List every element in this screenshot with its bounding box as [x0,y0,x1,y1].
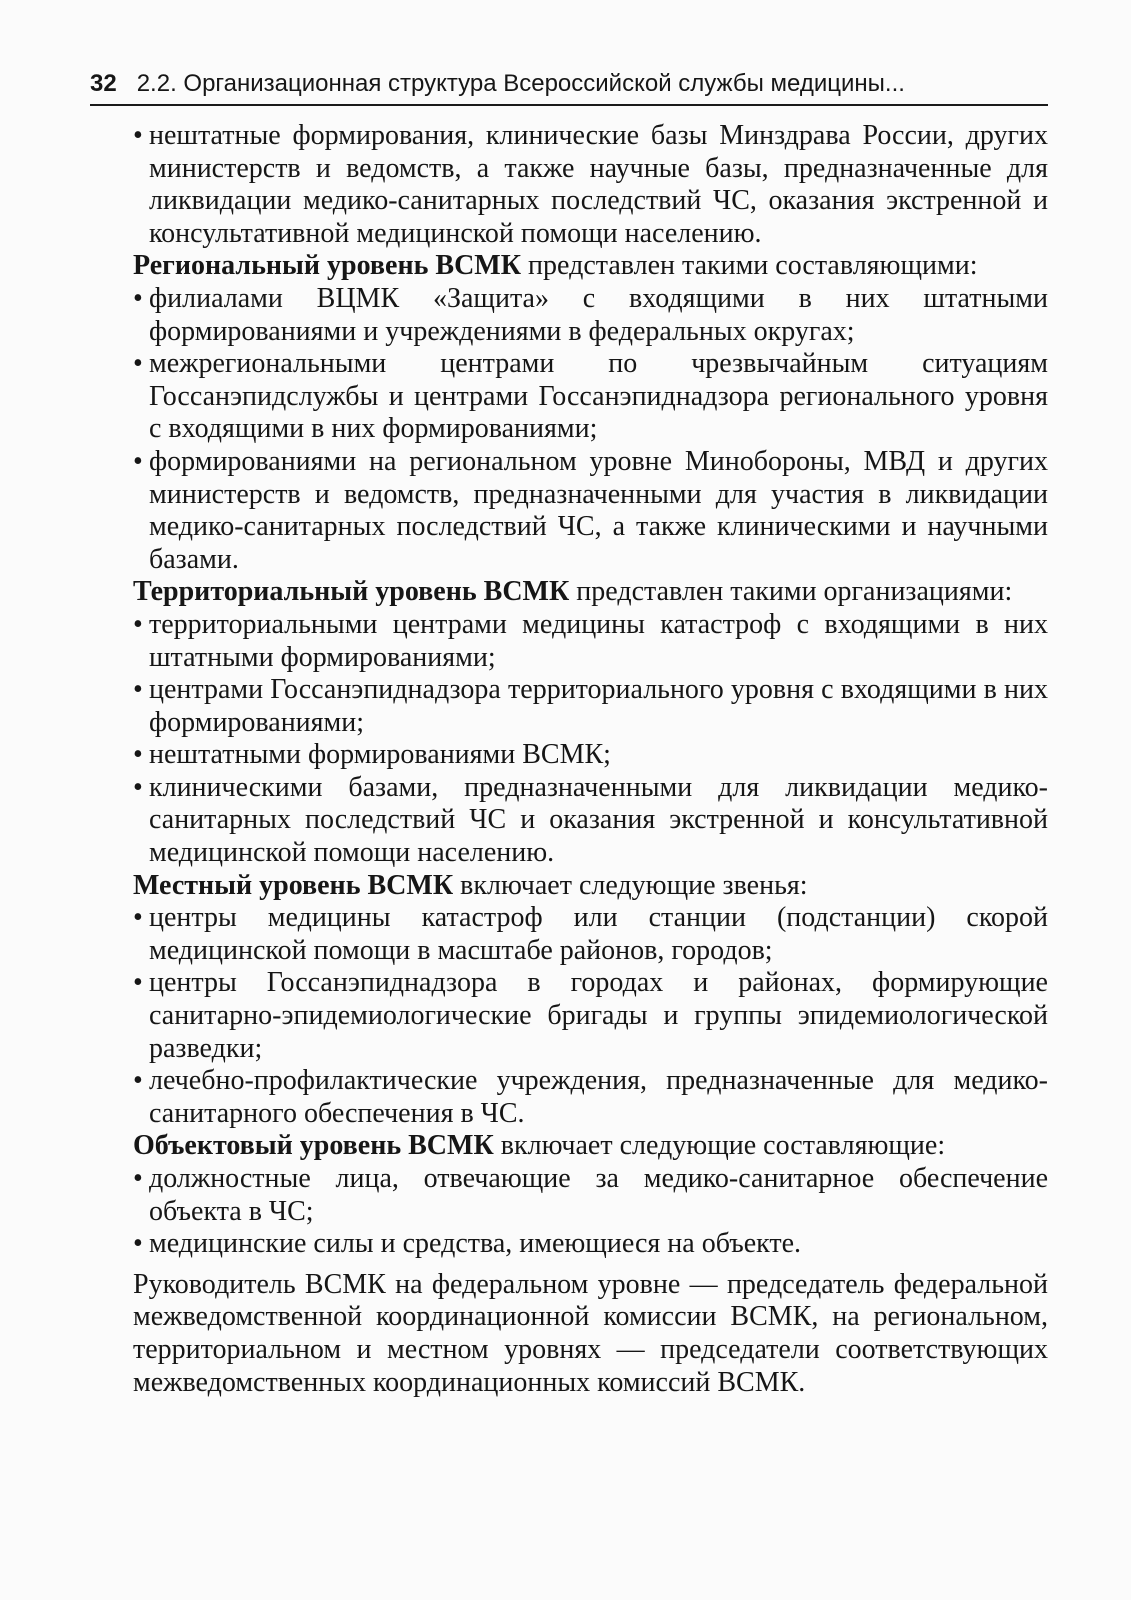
bullet-icon: • [133,608,143,640]
bullet-list [133,609,1048,870]
section-lead [133,576,1048,609]
section-lead-text: представлен такими составляющими: [521,250,978,282]
section-lead-heading: Местный уровень ВСМК [133,869,454,901]
list-item-text: центры Госсанэпиднадзора в городах и районах, формирующие санитарно-эпидемиологические бригады и группы эпидемиологической разведки; [149,967,1048,1064]
list-item-text: филиалами ВЦМК «Защита» с входящими в них штатными формированиями и учреждениями в федеральных округах; [149,282,1048,347]
list-item [133,1065,1048,1130]
section-lead-text: представлен такими организациями: [569,576,1013,608]
list-item-text: нештатными формированиями ВСМК; [149,739,611,771]
bullet-icon: • [133,967,143,999]
list-item-text: формированиями на региональном уровне Минобороны, МВД и других министерств и ведомств, предназначенными для участия в ликвидации медико-санитарных последствий ЧС, а также клиническими и научными базами. [149,445,1048,575]
bullet-icon: • [133,739,143,771]
list-item-text: клиническими базами, предназначенными для ликвидации медико-санитарных последствий ЧС и оказания экстренной и консультативной медицинской помощи населению. [149,771,1048,869]
bullet-icon: • [133,674,143,706]
list-item [133,674,1048,739]
list-item-text: должностные лица, отвечающие за медико-санитарное обеспечение объекта в ЧС; [149,1163,1048,1227]
closing-paragraph: Руководитель ВСМК на федеральном уровне — председатель федеральной межведомственной координационной комиссии ВСМК, на региональном, территориальном и местном уровнях — председатели соответствующих межведомственных координационных комиссий ВСМК. [133,1268,1048,1398]
list-item [133,283,1048,348]
list-item-text: центрами Госсанэпиднадзора территориального уровня с входящими в них формированиями; [149,674,1048,738]
section-lead [133,870,1048,903]
list-item [133,1163,1048,1228]
list-item-text: территориальными центрами медицины катастроф с входящими в них штатными формированиями; [149,608,1048,673]
section-lead [133,250,1048,283]
section-lead-text: включает следующие составляющие: [493,1130,946,1162]
section-lead [133,1130,1048,1163]
bullet-icon: • [133,445,143,477]
page-body [133,120,1048,1399]
bullet-icon: • [133,902,143,934]
list-item [133,772,1048,870]
bullet-icon: • [133,1065,143,1097]
list-item [133,1228,1048,1261]
section-lead-text: включает следующие звенья: [453,869,808,901]
bullet-icon: • [133,1163,143,1194]
list-item [133,739,1048,772]
running-header [90,64,1048,106]
bullet-list [133,1163,1048,1261]
bullet-list [133,902,1048,1130]
bullet-icon: • [133,1228,143,1260]
bullet-icon: • [133,348,143,380]
list-item-text: центры медицины катастроф или станции (подстанции) скорой медицинской помощи в масштабе районов, городов; [149,902,1048,966]
list-item-text: лечебно-профилактические учреждения, предназначенные для медико-санитарного обеспечения в ЧС. [149,1065,1048,1129]
section-lead-heading: Территориальный уровень ВСМК [133,576,570,608]
bullet-list [133,120,1048,250]
list-item [133,902,1048,967]
bullet-list [133,283,1048,576]
list-item [133,348,1048,446]
section-lead-heading: Объектовый уровень ВСМК [133,1130,494,1162]
list-item-text: нештатные формирования, клинические базы Минздрава России, других министерств и ведомств, а также научные базы, предназначенные для ликвидации медико-санитарных последствий ЧС, оказания экстренной и консультативной медицинской помощи населению. [149,120,1048,249]
bullet-icon: • [133,771,143,803]
list-item [133,446,1048,576]
page-number: 32 [90,70,117,97]
section-lead-heading: Региональный уровень ВСМК [133,250,522,282]
bullet-icon: • [133,282,143,314]
running-title: 2.2. Организационная структура Всероссийской службы медицины... [136,70,905,97]
bullet-icon: • [133,120,143,151]
list-item-text: межрегиональными центрами по чрезвычайным ситуациям Госсанэпидслужбы и центрами Госсанэпиднадзора регионального уровня с входящими в них формированиями; [149,348,1048,445]
list-item [133,609,1048,674]
list-item [133,967,1048,1065]
list-item [133,120,1048,250]
list-item-text: медицинские силы и средства, имеющиеся на объекте. [149,1228,802,1260]
